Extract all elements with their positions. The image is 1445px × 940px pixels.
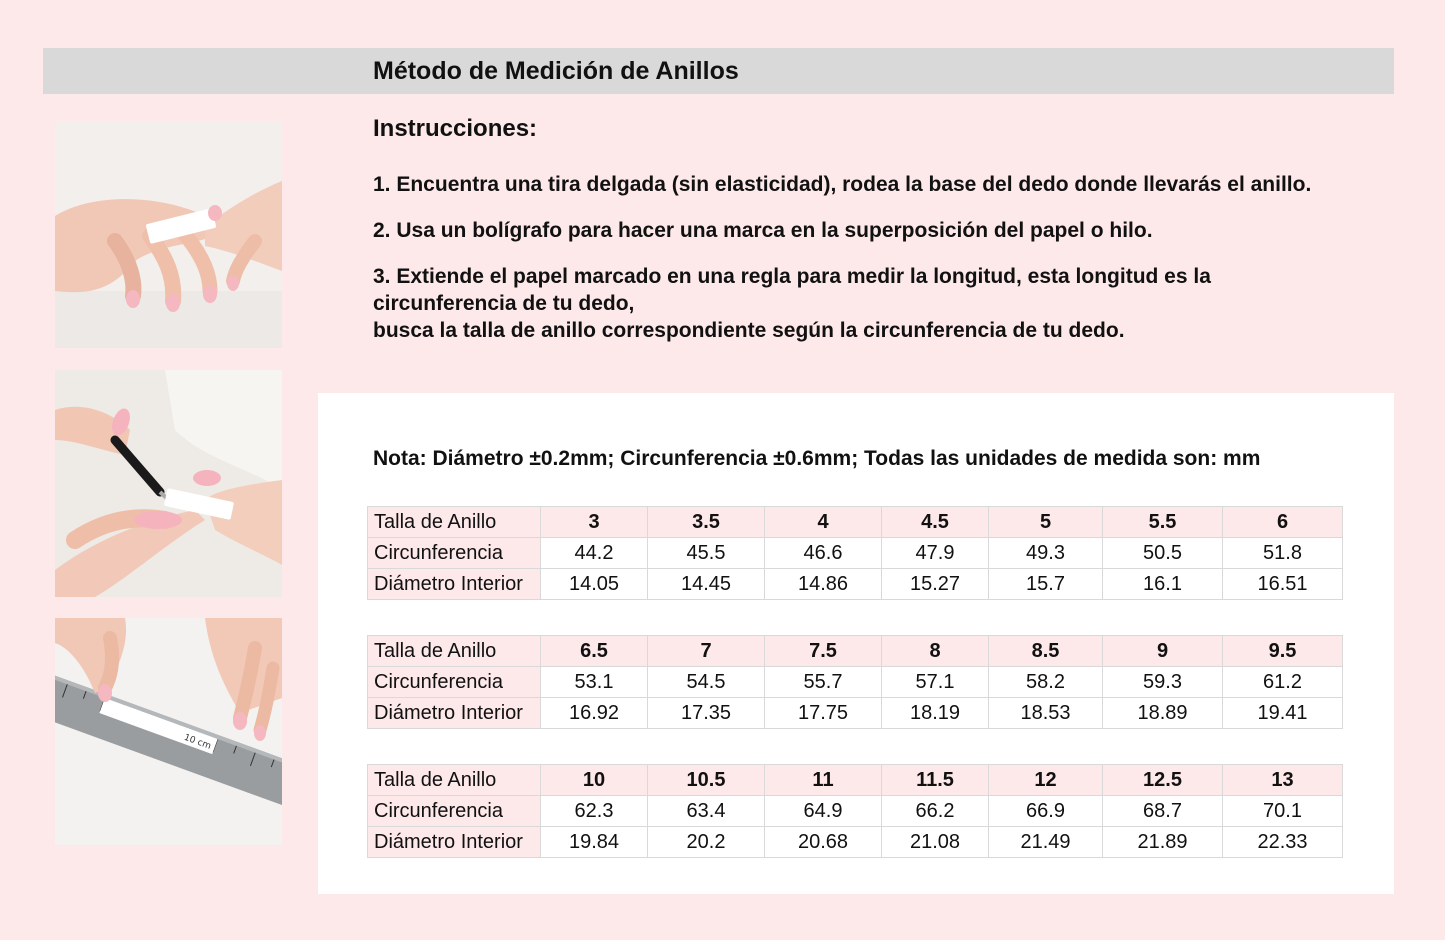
diameter-cell: 16.51 (1223, 569, 1343, 600)
diameter-cell: 17.35 (648, 698, 765, 729)
diameter-cell: 21.08 (882, 827, 989, 858)
mark-pen-illustration (55, 370, 282, 597)
circumference-cell: 44.2 (541, 538, 648, 569)
circumference-cell: 66.2 (882, 796, 989, 827)
diameter-cell: 20.2 (648, 827, 765, 858)
table-row (368, 698, 1343, 729)
diameter-cell: 18.19 (882, 698, 989, 729)
page-title: Método de Medición de Anillos (373, 57, 739, 85)
wrap-strip-illustration (55, 121, 282, 348)
row-label-size: Talla de Anillo (368, 636, 541, 667)
circumference-cell: 70.1 (1223, 796, 1343, 827)
table-row (368, 569, 1343, 600)
photo-wrap-strip (55, 121, 282, 348)
photo-ruler (55, 618, 282, 845)
size-cell: 6.5 (541, 636, 648, 667)
title-bar (43, 48, 1394, 94)
size-cell: 5.5 (1103, 507, 1223, 538)
step-3-line-1: 3. Extiende el papel marcado en una regla para medir la longitud, esta longitud es la (373, 265, 1211, 288)
size-table-2 (367, 635, 1343, 729)
size-cell: 7 (648, 636, 765, 667)
row-label-diameter: Diámetro Interior (368, 827, 541, 858)
diameter-cell: 14.86 (765, 569, 882, 600)
diameter-cell: 21.49 (989, 827, 1103, 858)
circumference-cell: 54.5 (648, 667, 765, 698)
size-cell: 9 (1103, 636, 1223, 667)
photo-mark-pen (55, 370, 282, 597)
circumference-cell: 68.7 (1103, 796, 1223, 827)
size-cell: 12 (989, 765, 1103, 796)
diameter-cell: 16.1 (1103, 569, 1223, 600)
instructions-heading: Instrucciones: (373, 115, 538, 142)
size-cell: 11.5 (882, 765, 989, 796)
diameter-cell: 14.05 (541, 569, 648, 600)
circumference-cell: 66.9 (989, 796, 1103, 827)
diameter-cell: 18.89 (1103, 698, 1223, 729)
size-cell: 4.5 (882, 507, 989, 538)
circumference-cell: 62.3 (541, 796, 648, 827)
table-row (368, 667, 1343, 698)
size-cell: 6 (1223, 507, 1343, 538)
step-2: 2. Usa un bolígrafo para hacer una marca en la superposición del papel o hilo. (373, 219, 1153, 242)
diameter-cell: 16.92 (541, 698, 648, 729)
table-row (368, 538, 1343, 569)
circumference-cell: 59.3 (1103, 667, 1223, 698)
instructions (373, 115, 1393, 363)
row-label-diameter: Diámetro Interior (368, 698, 541, 729)
row-label-circumference: Circunferencia (368, 667, 541, 698)
step-3 (373, 263, 1393, 344)
size-cell: 5 (989, 507, 1103, 538)
diameter-cell: 15.27 (882, 569, 989, 600)
circumference-cell: 57.1 (882, 667, 989, 698)
size-chart-panel (318, 393, 1394, 894)
table-row (368, 765, 1343, 796)
row-label-size: Talla de Anillo (368, 765, 541, 796)
circumference-cell: 58.2 (989, 667, 1103, 698)
table-row (368, 636, 1343, 667)
table-row (368, 796, 1343, 827)
step-3-line-2: circunferencia de tu dedo, (373, 292, 635, 315)
diameter-cell: 18.53 (989, 698, 1103, 729)
size-cell: 8.5 (989, 636, 1103, 667)
circumference-cell: 61.2 (1223, 667, 1343, 698)
table-row (368, 507, 1343, 538)
row-label-size: Talla de Anillo (368, 507, 541, 538)
size-table-1 (367, 506, 1343, 600)
circumference-cell: 45.5 (648, 538, 765, 569)
measurement-note: Nota: Diámetro ±0.2mm; Circunferencia ±0.6mm; Todas las unidades de medida son: mm (373, 447, 1261, 470)
row-label-diameter: Diámetro Interior (368, 569, 541, 600)
diameter-cell: 15.7 (989, 569, 1103, 600)
size-cell: 8 (882, 636, 989, 667)
diameter-cell: 22.33 (1223, 827, 1343, 858)
size-cell: 7.5 (765, 636, 882, 667)
diameter-cell: 20.68 (765, 827, 882, 858)
table-row (368, 827, 1343, 858)
step-1: 1. Encuentra una tira delgada (sin elasticidad), rodea la base del dedo donde llevarás el anillo. (373, 173, 1312, 196)
diameter-cell: 14.45 (648, 569, 765, 600)
size-table-3 (367, 764, 1343, 858)
size-cell: 4 (765, 507, 882, 538)
circumference-cell: 55.7 (765, 667, 882, 698)
circumference-cell: 46.6 (765, 538, 882, 569)
circumference-cell: 50.5 (1103, 538, 1223, 569)
step-3-line-3: busca la talla de anillo correspondiente según la circunferencia de tu dedo. (373, 319, 1125, 342)
ruler-label: 10 cm (182, 732, 213, 752)
size-cell: 10.5 (648, 765, 765, 796)
circumference-cell: 53.1 (541, 667, 648, 698)
size-cell: 9.5 (1223, 636, 1343, 667)
diameter-cell: 19.84 (541, 827, 648, 858)
circumference-cell: 63.4 (648, 796, 765, 827)
circumference-cell: 47.9 (882, 538, 989, 569)
size-cell: 13 (1223, 765, 1343, 796)
circumference-cell: 51.8 (1223, 538, 1343, 569)
size-cell: 3 (541, 507, 648, 538)
size-cell: 12.5 (1103, 765, 1223, 796)
row-label-circumference: Circunferencia (368, 538, 541, 569)
diameter-cell: 19.41 (1223, 698, 1343, 729)
row-label-circumference: Circunferencia (368, 796, 541, 827)
ruler-illustration (55, 618, 282, 845)
size-cell: 10 (541, 765, 648, 796)
diameter-cell: 21.89 (1103, 827, 1223, 858)
size-cell: 11 (765, 765, 882, 796)
circumference-cell: 49.3 (989, 538, 1103, 569)
diameter-cell: 17.75 (765, 698, 882, 729)
circumference-cell: 64.9 (765, 796, 882, 827)
size-cell: 3.5 (648, 507, 765, 538)
